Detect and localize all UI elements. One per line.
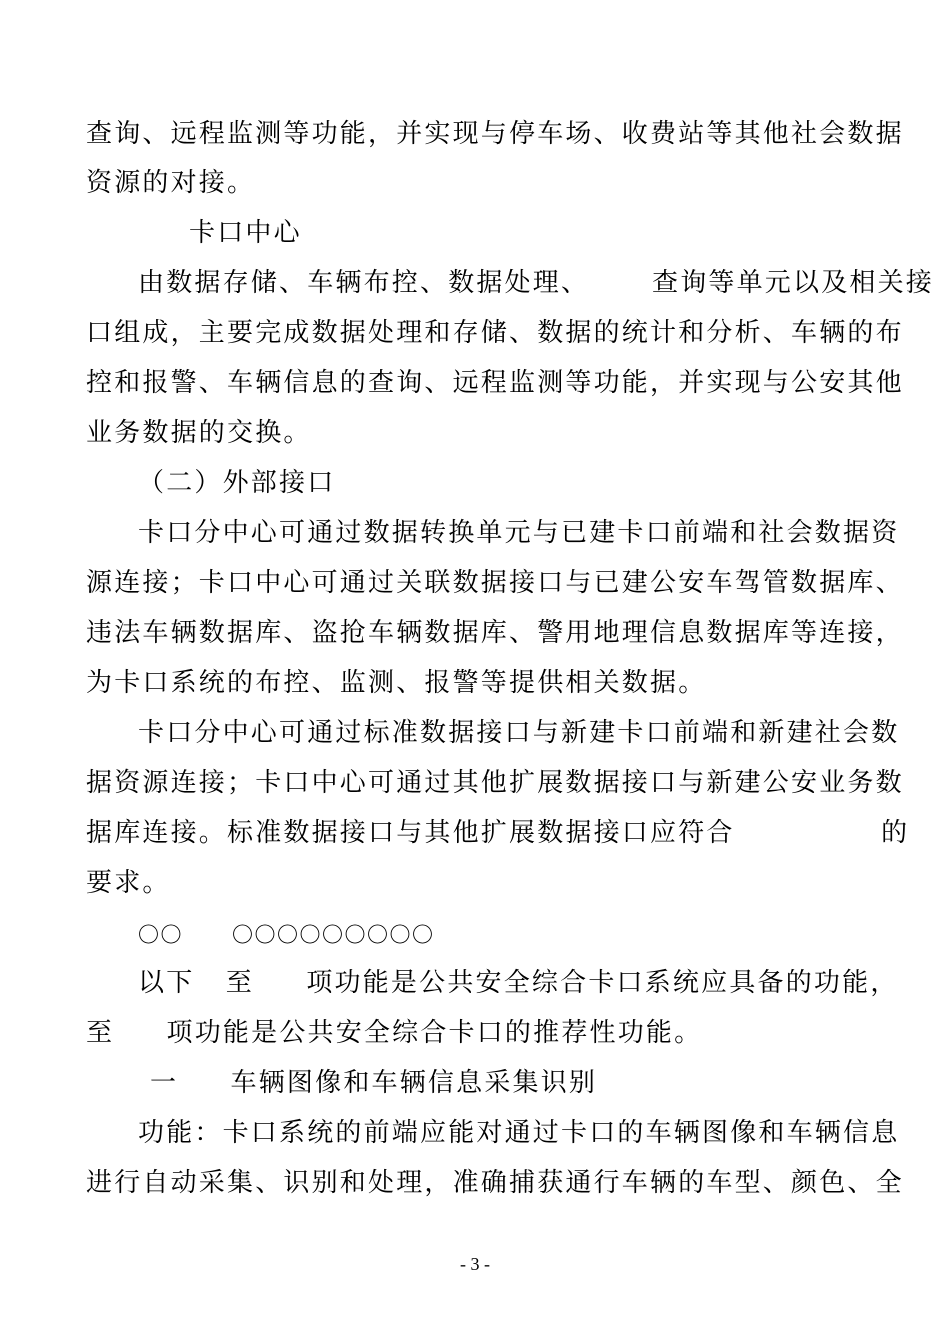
subsection-heading-vehicle-capture: 一 车辆图像和车辆信息采集识别: [150, 1068, 598, 1098]
section-heading-external-interface: （二）外部接口: [138, 468, 336, 498]
text-line-13: 卡口分中心可通过标准数据接口与新建卡口前端和新建社会数: [138, 718, 900, 748]
text-line-22: 进行自动采集、识别和处理，准确捕获通行车辆的车型、颜色、全: [86, 1168, 904, 1198]
text-line-21: 功能：卡口系统的前端应能对通过卡口的车辆图像和车辆信息: [138, 1118, 900, 1148]
text-line-10: 源连接；卡口中心可通过关联数据接口与已建公安车驾管数据库、: [86, 568, 904, 598]
text-line-5: 口组成，主要完成数据处理和存储、数据的统计和分析、车辆的布: [86, 318, 904, 348]
text-line-12: 为卡口系统的布控、监测、报警等提供相关数据。: [86, 668, 707, 698]
section-heading-card-center: 卡口中心: [189, 218, 302, 248]
text-line-11: 违法车辆数据库、盗抢车辆数据库、警用地理信息数据库等连接，: [86, 618, 904, 648]
text-line-9: 卡口分中心可通过数据转换单元与已建卡口前端和社会数据资: [138, 518, 900, 548]
text-line-1: 查询、远程监测等功能，并实现与停车场、收费站等其他社会数据: [86, 119, 904, 149]
text-line-19: 至 项功能是公共安全综合卡口的推荐性功能。: [86, 1018, 703, 1048]
text-line-18: 以下 至 项功能是公共安全综合卡口系统应具备的功能，: [138, 968, 899, 998]
text-line-6: 控和报警、车辆信息的查询、远程监测等功能，并实现与公安其他: [86, 368, 904, 398]
text-line-14: 据资源连接；卡口中心可通过其他扩展数据接口与新建公安业务数: [86, 768, 904, 798]
text-line-4: 由数据存储、车辆布控、数据处理、 查询等单元以及相关接: [138, 268, 934, 298]
text-line-16: 要求。: [86, 868, 171, 898]
text-line-15: 据库连接。标准数据接口与其他扩展数据接口应符合 的: [86, 818, 910, 848]
page-number: - 3 -: [460, 1254, 490, 1274]
text-line-7: 业务数据的交换。: [86, 418, 312, 448]
section-heading-garbled: 〇〇 〇〇〇〇〇〇〇〇〇: [138, 923, 435, 947]
text-line-2: 资源的对接。: [86, 168, 256, 198]
